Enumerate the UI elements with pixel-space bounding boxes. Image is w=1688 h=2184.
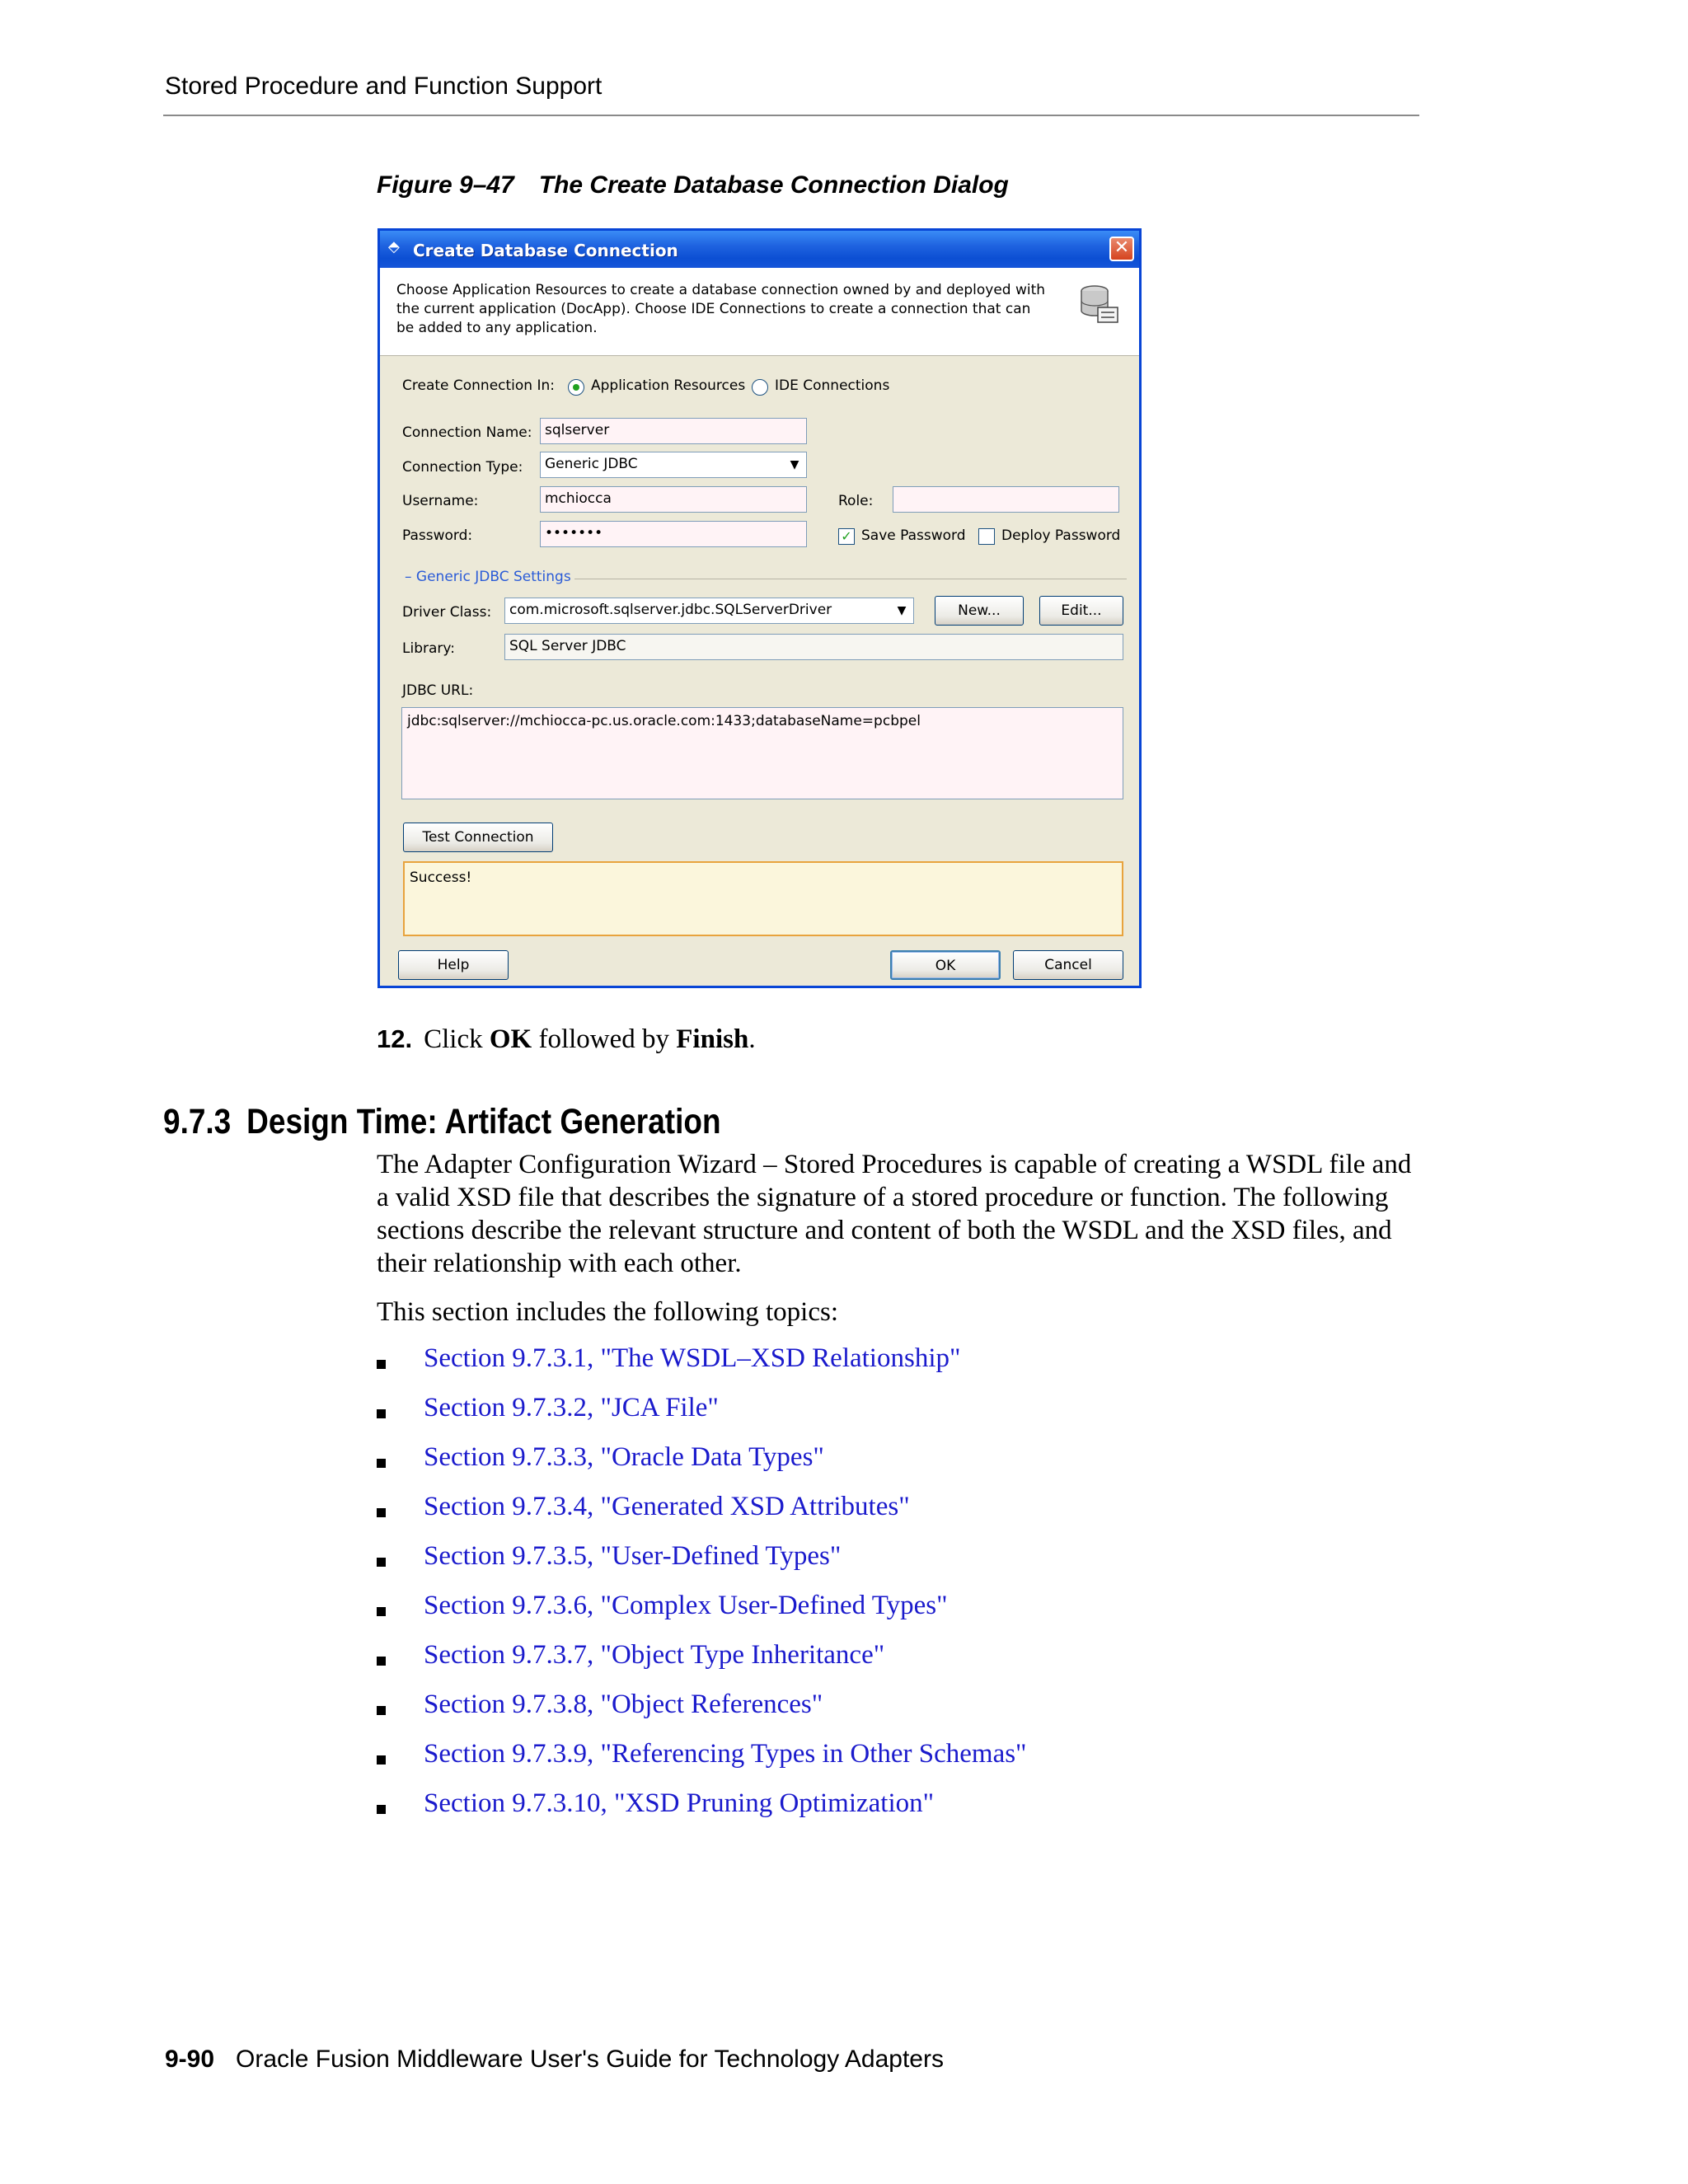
username-input[interactable]: mchiocca	[540, 486, 807, 513]
library-label: Library:	[402, 640, 455, 657]
close-icon: ✕	[1114, 237, 1130, 258]
jdbc-url-label: JDBC URL:	[402, 682, 474, 699]
page-footer	[165, 2046, 944, 2074]
info-text: Choose Application Resources to create a database connection owned by and deployed with the current application (DocApp). Choose IDE Connections to create a connection that can be added to any application.	[396, 282, 1046, 336]
topic-link[interactable]: Section 9.7.3.6, "Complex User-Defined Types"	[424, 1591, 948, 1620]
help-button[interactable]: Help	[398, 950, 509, 980]
new-driver-button[interactable]: New...	[935, 596, 1024, 626]
driver-class-label: Driver Class:	[402, 604, 492, 621]
jdbc-url-textarea[interactable]: jdbc:sqlserver://mchiocca-pc.us.oracle.com:1433;databaseName=pcbpel	[401, 707, 1123, 799]
connection-type-value: Generic JDBC	[545, 456, 638, 472]
bullet-icon	[377, 1805, 386, 1814]
figure-caption	[377, 171, 1009, 199]
step-text-1: Click	[424, 1024, 483, 1054]
bullet-icon	[377, 1409, 386, 1418]
save-password-checkbox[interactable]: ✓	[838, 528, 855, 545]
radio-ide-label[interactable]: IDE Connections	[775, 377, 890, 394]
figure-number: Figure 9–47	[377, 171, 514, 199]
chevron-down-icon: ▼	[897, 604, 907, 617]
topic-link[interactable]: Section 9.7.3.10, "XSD Pruning Optimization"	[424, 1788, 935, 1818]
edit-driver-button[interactable]: Edit...	[1039, 596, 1123, 626]
group-title: Generic JDBC Settings	[415, 569, 571, 585]
create-in-label: Create Connection In:	[402, 377, 555, 394]
topic-link[interactable]: Section 9.7.3.9, "Referencing Types in Other Schemas"	[424, 1739, 1027, 1769]
bullet-icon	[377, 1360, 386, 1369]
step-text-2: followed by	[538, 1024, 670, 1054]
username-label: Username:	[402, 493, 479, 509]
role-input[interactable]	[893, 486, 1119, 513]
section-heading	[163, 1102, 721, 1142]
connection-type-select[interactable]	[540, 452, 807, 478]
section-paragraph-2: This section includes the following topics:	[377, 1297, 839, 1327]
bullet-icon	[377, 1706, 386, 1715]
step-number: 12.	[377, 1024, 413, 1053]
bullet-icon	[377, 1657, 386, 1666]
figure-title: The Create Database Connection Dialog	[538, 171, 1009, 199]
info-panel	[380, 268, 1139, 356]
ok-button[interactable]: OK	[890, 950, 1001, 980]
deploy-password-checkbox[interactable]	[978, 528, 995, 545]
topic-link[interactable]: Section 9.7.3.3, "Oracle Data Types"	[424, 1442, 824, 1472]
database-connection-icon: ⬘	[388, 238, 400, 255]
topic-link[interactable]: Section 9.7.3.8, "Object References"	[424, 1690, 823, 1719]
conn-name-label: Connection Name:	[402, 424, 532, 441]
bullet-icon	[377, 1459, 386, 1468]
bullet-icon	[377, 1558, 386, 1567]
step-text-3: .	[748, 1024, 756, 1054]
section-title: Design Time: Artifact Generation	[246, 1102, 721, 1141]
test-connection-button[interactable]: Test Connection	[403, 823, 553, 852]
password-input[interactable]: •••••••	[540, 521, 807, 547]
driver-class-value: com.microsoft.sqlserver.jdbc.SQLServerDriver	[509, 602, 832, 618]
running-head: Stored Procedure and Function Support	[165, 73, 603, 100]
radio-application-resources[interactable]	[568, 379, 584, 396]
group-collapse-glyph: –	[405, 569, 412, 585]
step-bold-ok: OK	[489, 1024, 532, 1054]
section-paragraph-1: The Adapter Configuration Wizard – Stored Procedures is capable of creating a WSDL file and a valid XSD file that describes the signature of a stored procedure or function. The following sections describe the relevant structure and content of both the WSDL and the XSD files, and their relationship with each other.	[377, 1150, 1412, 1278]
section-number: 9.7.3	[163, 1102, 232, 1141]
header-rule	[163, 115, 1419, 116]
create-db-connection-dialog	[377, 228, 1142, 988]
book-title: Oracle Fusion Middleware User's Guide for Technology Adapters	[236, 2046, 944, 2073]
topic-link[interactable]: Section 9.7.3.4, "Generated XSD Attributes"	[424, 1492, 910, 1521]
topic-link[interactable]: Section 9.7.3.7, "Object Type Inheritance"	[424, 1640, 885, 1670]
library-field[interactable]: SQL Server JDBC	[504, 634, 1123, 660]
bullet-icon	[377, 1508, 386, 1517]
close-button[interactable]	[1109, 237, 1134, 261]
radio-app-label[interactable]: Application Resources	[591, 377, 746, 394]
dialog-titlebar[interactable]	[380, 231, 1139, 268]
test-result-box: Success!	[403, 861, 1123, 936]
bullet-icon	[377, 1755, 386, 1765]
topic-link[interactable]: Section 9.7.3.5, "User-Defined Types"	[424, 1541, 842, 1571]
driver-class-select[interactable]	[504, 598, 914, 624]
conn-type-label: Connection Type:	[402, 459, 523, 476]
deploy-password-label[interactable]: Deploy Password	[1001, 527, 1121, 544]
topic-link[interactable]: Section 9.7.3.2, "JCA File"	[424, 1393, 719, 1422]
radio-ide-connections[interactable]	[752, 379, 768, 396]
topic-link[interactable]: Section 9.7.3.1, "The WSDL–XSD Relationship"	[424, 1343, 961, 1373]
cancel-button[interactable]: Cancel	[1013, 950, 1123, 980]
step-bold-finish: Finish	[676, 1024, 749, 1054]
page-number: 9-90	[165, 2046, 215, 2073]
generic-jdbc-settings-heading[interactable]	[401, 569, 574, 585]
save-password-label[interactable]: Save Password	[861, 527, 966, 544]
connection-name-input[interactable]: sqlserver	[540, 418, 807, 444]
dialog-title: Create Database Connection	[413, 241, 678, 260]
chevron-down-icon: ▼	[790, 458, 799, 471]
database-icon	[1076, 283, 1121, 327]
password-label: Password:	[402, 527, 473, 544]
role-label: Role:	[838, 493, 874, 509]
step-12	[377, 1024, 756, 1055]
bullet-icon	[377, 1607, 386, 1616]
